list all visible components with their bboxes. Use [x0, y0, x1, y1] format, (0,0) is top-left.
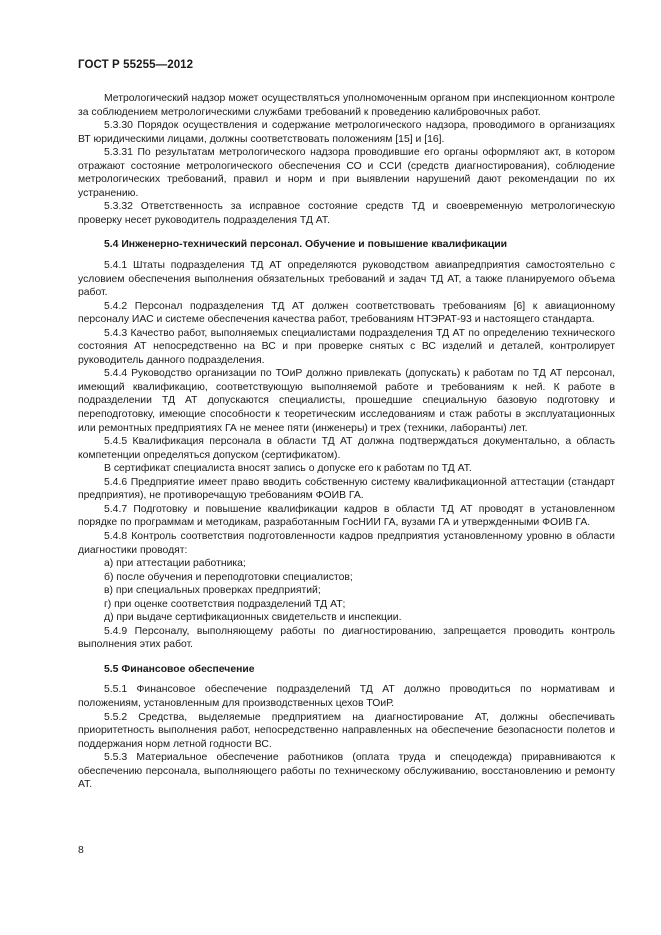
section-heading: 5.5 Финансовое обеспечение [104, 663, 255, 675]
list-item: г) при оценке соответствия подразделений ТД АТ; [104, 598, 346, 610]
paragraph: Метрологический надзор может осуществляться уполномоченным органом при инспекционном контроле за соблюдением метрологическими службами требований к проведению калибровочных работ. [78, 93, 615, 118]
paragraph: 5.4.7 Подготовку и повышение квалификации кадров в области ТД АТ проводят в установленном порядке по программам и методикам, разработанным ГосНИИ ГА, вузами ГА и утвержденными ФОИВ ГА. [78, 503, 615, 529]
paragraph: 5.3.31 По результатам метрологического надзора проводившие его органы оформляют акт, в котором отражают состояние метрологического обеспечения СО и ССИ (средств диагностирования), соблюдение метрологических требований, правил и норм и при выявлении нарушений дают рекомендации по их устранению. [78, 147, 615, 199]
paragraph: 5.3.30 Порядок осуществления и содержание метрологического надзора, проводимого в организациях ВТ юридическими лицами, должны соответствовать положениям [15] и [16]. [78, 120, 615, 145]
list-item: в) при специальных проверках предприятий; [104, 585, 321, 597]
list-item: б) после обучения и переподготовки специалистов; [104, 571, 353, 583]
page-number: 8 [78, 845, 84, 856]
paragraph: 5.4.2 Персонал подразделения ТД АТ должен соответствовать требованиям [6] к авиационному персоналу ИАС и системе обеспечения качества работ, требованиям НТЭРАТ-93 и настоящего стандарта. [78, 300, 615, 326]
paragraph: 5.3.32 Ответственность за исправное состояние средств ТД и своевременную метрологическую проверку несет руководитель подразделения ТД АТ. [78, 201, 615, 226]
paragraph: 5.4.9 Персоналу, выполняющему работы по диагностированию, запрещается проводить контроль выполнения этих работ. [78, 625, 615, 651]
paragraph: 5.5.2 Средства, выделяемые предприятием на диагностирование АТ, должны обеспечивать приоритетность выполнения работ, непосредственно направленных на обеспечение безопасности полетов и поддержания норм летной годности ВС. [78, 711, 615, 750]
paragraph: 5.4.6 Предприятие имеет право вводить собственную систему квалификационной аттестации (стандарт предприятия), не противоречащую требованиям ФОИВ ГА. [78, 476, 615, 502]
paragraph: 5.4.4 Руководство организации по ТОиР должно привлекать (допускать) к работам по ТД АТ персонал, имеющий квалификацию, соответствующую выполняемой работе и требованиям к ней. К работе в подразделении ТД АТ допускаются специалисты, прошедшие специальную базовую подготовку и переподготовку, имеющие способности к теоретическим исследованиям и стаж работы в эксплуатационных или ремонтных предприятиях ГА не менее пяти (инженеры) и трех (техники, лаборанты) лет. [78, 368, 615, 434]
paragraph: 5.4.8 Контроль соответствия подготовленности кадров предприятия установленному уровню в области диагностики проводят: [78, 530, 615, 556]
section-heading: 5.4 Инженерно-технический персонал. Обучение и повышение квалификации [104, 239, 508, 251]
paragraph: 5.5.3 Материальное обеспечение работников (оплата труда и спецодежда) приравниваются к обеспечению персонала, выполняющего работы по техническому обслуживанию, восстановлению и ремонту АТ. [78, 752, 615, 791]
document-code-header: ГОСТ Р 55255—2012 [78, 59, 194, 71]
paragraph: 5.4.1 Штаты подразделения ТД АТ определяются руководством авиапредприятия самостоятельно с условием обеспечения выполнения обязательных требований и задач ТД АТ, а также планируемого объема работ. [78, 260, 615, 299]
paragraph: 5.5.1 Финансовое обеспечение подразделений ТД АТ должно проводиться по нормативам и положениям, установленным для производственных цехов ТОиР. [78, 684, 615, 709]
paragraph: 5.4.5 Квалификация персонала в области ТД АТ должна подтверждаться документально, а область компетенции определяться допуском (сертификатом). [78, 436, 615, 461]
paragraph: 5.4.3 Качество работ, выполняемых специалистами подразделения ТД АТ по определению технического состояния АТ непосредственно на ВС и при проверке снятых с ВС изделий и деталей, контролирует руководитель данного подразделения. [78, 327, 615, 366]
list-item: д) при выдаче сертификационных свидетельств и инспекции. [104, 612, 402, 624]
document-body [78, 92, 615, 792]
list-item: а) при аттестации работника; [104, 558, 246, 570]
paragraph: В сертификат специалиста вносят запись о допуске его к работам по ТД АТ. [104, 463, 472, 475]
